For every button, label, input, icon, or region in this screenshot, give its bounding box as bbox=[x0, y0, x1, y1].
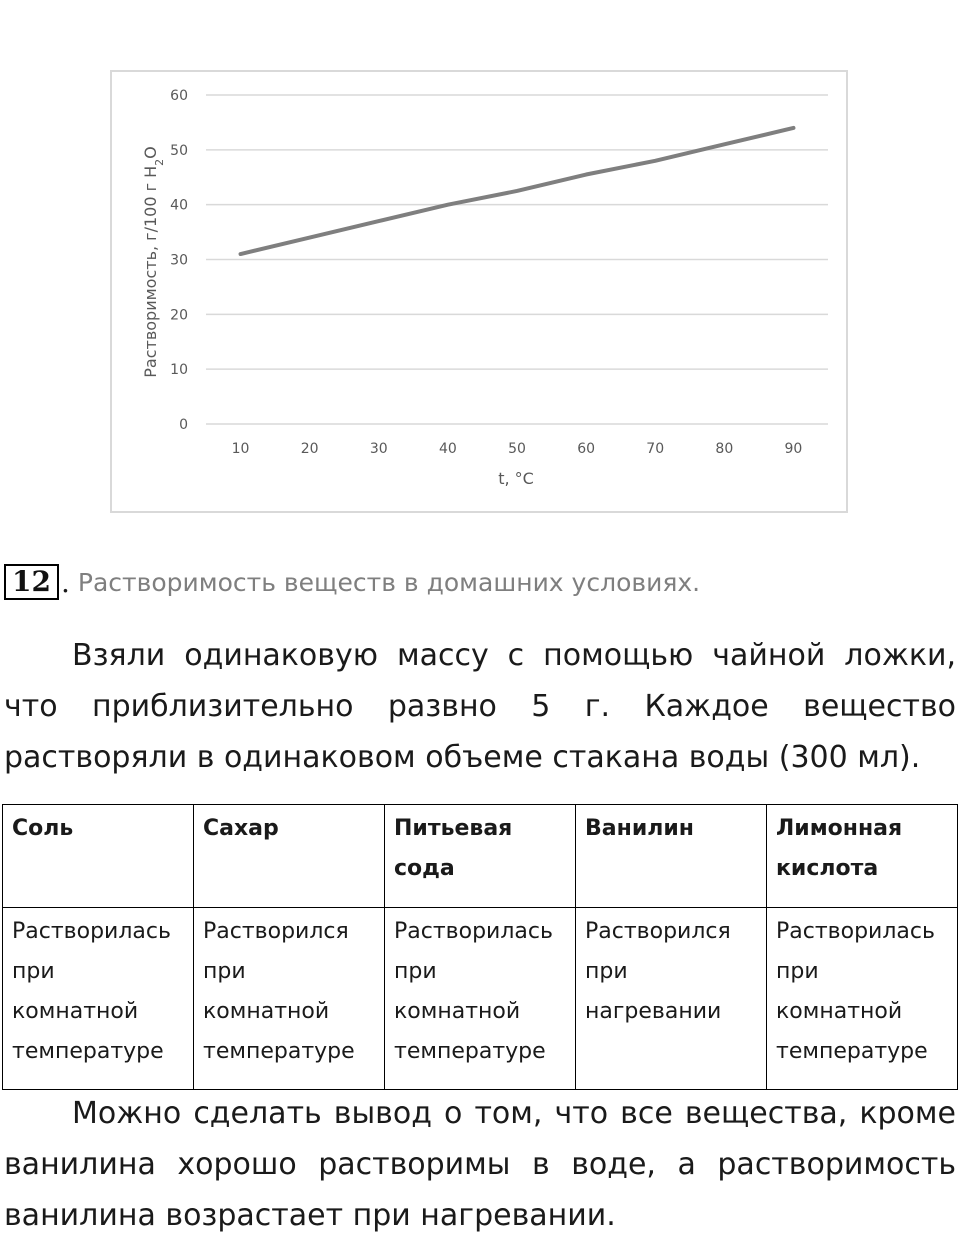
result-cell-salt: Растворилась при комнатной температуре bbox=[3, 908, 194, 1090]
y-axis-title bbox=[141, 146, 166, 377]
x-tick-label: 50 bbox=[508, 441, 526, 457]
y-tick-label: 10 bbox=[170, 362, 188, 379]
x-axis-title: t, °C bbox=[498, 469, 534, 488]
x-tick-label: 80 bbox=[715, 441, 734, 457]
header-cell-vanillin: Ванилин bbox=[576, 805, 767, 908]
header-cell-salt: Соль bbox=[3, 805, 194, 908]
header-cell-soda: Питьевая сода bbox=[385, 805, 576, 908]
chart-canvas bbox=[112, 72, 850, 515]
result-cell-sugar: Растворился при комнатной температуре bbox=[194, 908, 385, 1090]
task-number: 12 bbox=[4, 564, 59, 600]
y-tick-label: 40 bbox=[170, 197, 188, 214]
y-axis-title-subscript: 2 bbox=[152, 158, 166, 166]
table-row bbox=[3, 908, 958, 1090]
y-tick-label: 20 bbox=[170, 307, 188, 324]
x-tick-label: 40 bbox=[438, 441, 457, 457]
conclusion-paragraph: Можно сделать вывод о том, что все вещества, кроме ванилина хорошо растворимы в воде, а растворимость ванилина возрастает при нагревании. bbox=[4, 1096, 956, 1233]
x-tick-label: 30 bbox=[369, 441, 388, 457]
y-axis-title-main: Растворимость, г/100 г H bbox=[141, 165, 160, 378]
header-cell-citric-acid: Лимонная кислота bbox=[767, 805, 958, 908]
x-tick-label: 10 bbox=[231, 441, 250, 457]
y-tick-label: 30 bbox=[170, 252, 188, 269]
result-cell-vanillin: Растворился при нагревании bbox=[576, 908, 767, 1090]
task-header bbox=[4, 562, 700, 602]
x-tick-label: 90 bbox=[784, 441, 803, 457]
y-tick-label: 60 bbox=[170, 88, 188, 104]
solubility-chart bbox=[110, 70, 848, 513]
result-cell-soda: Растворилась при комнатной температуре bbox=[385, 908, 576, 1090]
header-cell-sugar: Сахар bbox=[194, 805, 385, 908]
y-axis-title-end: O bbox=[141, 146, 160, 159]
table-header-row bbox=[3, 805, 958, 908]
x-tick-label: 20 bbox=[300, 441, 319, 457]
y-tick-label: 0 bbox=[179, 417, 188, 433]
task-title: Растворимость веществ в домашних условиях. bbox=[77, 567, 701, 597]
intro-paragraph: Взяли одинаковую массу с помощью чайной ложки, что приблизительно развно 5 г. Каждое вещество растворяли в одинаковом объеме стакана воды (300 мл). bbox=[4, 638, 956, 775]
x-tick-label: 70 bbox=[646, 441, 665, 457]
solubility-line bbox=[241, 128, 794, 254]
x-tick-label: 60 bbox=[577, 441, 596, 457]
substances-table bbox=[2, 804, 958, 1090]
task-number-dot: . bbox=[60, 565, 70, 599]
y-tick-label: 50 bbox=[170, 142, 188, 159]
result-cell-citric-acid: Растворилась при комнатной температуре bbox=[767, 908, 958, 1090]
